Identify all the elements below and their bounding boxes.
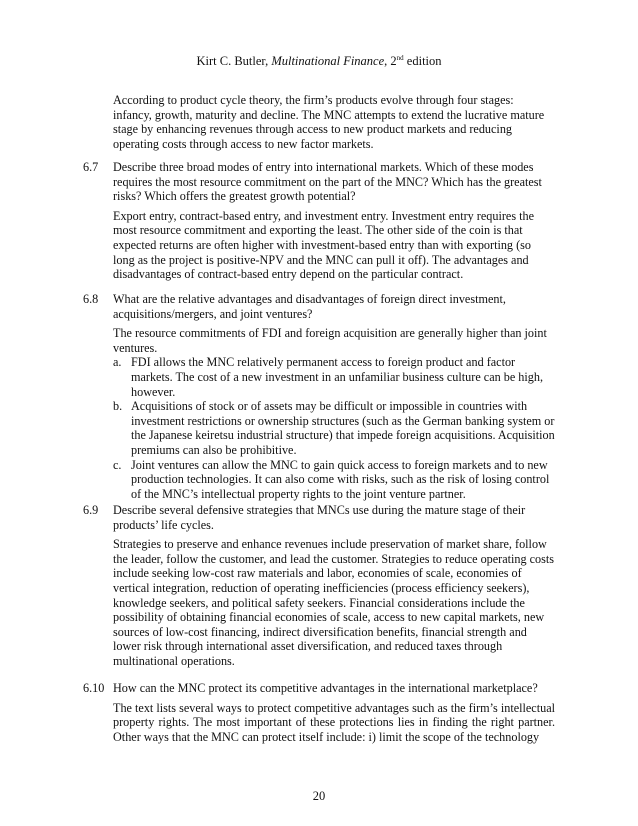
list-item-text: Acquisitions of stock or of assets may be difficult or impossible in countries with investment restrictions or ownership structures (such as the German banking system or the Japanese keiretsu industrial structure) that impede foreign acquisitions. Acquisition premiums can also be prohibitive.	[131, 399, 555, 457]
question-number: 6.8	[83, 292, 99, 306]
question-text: Describe several defensive strategies that MNCs use during the mature stage of their products’ life cycles.	[113, 503, 526, 532]
question-number: 6.7	[83, 160, 99, 174]
question-6-7	[83, 160, 555, 282]
question-text: Describe three broad modes of entry into international markets. Which of these modes requires the most resource commitment on the part of the MNC? Which has the greatest risks? Which offers the greatest growth potential?	[113, 160, 542, 204]
answer-text: The resource commitments of FDI and foreign acquisition are generally higher than joint ventures.	[113, 326, 547, 355]
list-item	[113, 355, 555, 399]
question-text: How can the MNC protect its competitive advantages in the international marketplace?	[113, 681, 538, 695]
answer-text: Strategies to preserve and enhance revenues include preservation of market share, follow the leader, follow the customer, and lead the customer. Strategies to reduce operating costs include seeking low-cost raw materials and labor, economies of scale, economies of vertical integration, reduction of operating inefficiencies (process efficiency seekers), knowledge seekers, and political safety seekers. Financial considerations include the possibility of obtaining financial economies of scale, access to new capital markets, new sources of low-cost financing, indirect diversification benefits, financial strength and lower risk through international asset diversification, and reduced taxes through multinational operations.	[113, 537, 555, 668]
question-text: What are the relative advantages and disadvantages of foreign direct investment, acquisitions/mergers, and joint ventures?	[113, 292, 506, 321]
question-6-10	[83, 681, 555, 744]
question-number: 6.9	[83, 503, 99, 517]
list-item-label: a.	[113, 355, 122, 370]
header-edition-prefix: , 2	[384, 54, 397, 68]
list-item	[113, 399, 555, 457]
list-item	[113, 458, 555, 502]
question-number: 6.10	[83, 681, 105, 695]
list-item-text: FDI allows the MNC relatively permanent access to foreign product and factor markets. The cost of a new investment in an unfamiliar business culture can be high, however.	[131, 355, 544, 399]
running-header	[0, 54, 638, 69]
list-item-label: c.	[113, 457, 122, 472]
header-book-title: Multinational Finance	[271, 54, 385, 68]
header-edition-superscript: nd	[396, 54, 404, 62]
intro-paragraph: According to product cycle theory, the firm’s products evolve through four stages: infancy, growth, maturity and decline. The MNC attempts to extend the lucrative mature stage by enhancing revenues through access to new product markets and reducing operating costs through access to new factor markets.	[113, 93, 545, 151]
question-6-8	[83, 292, 555, 501]
question-6-9	[83, 503, 555, 669]
intro-block	[83, 93, 555, 151]
page-number: 20	[312, 789, 326, 803]
list-item-label: b.	[113, 399, 123, 414]
header-edition-suffix: edition	[403, 54, 442, 68]
header-author: Kirt C. Butler,	[196, 54, 272, 68]
answer-text: Export entry, contract-based entry, and investment entry. Investment entry requires the most resource commitment and exporting the least. The other side of the coin is that expected returns are often higher with investment-based entry than with exporting (so long as the project is positive-NPV and the MNC can pull it off). The advantages and disadvantages of contract-based entry depend on the particular contract.	[113, 208, 534, 282]
answer-text: The text lists several ways to protect competitive advantages such as the firm’s intellectual property rights. The most important of these protections lies in finding the right partner. Other ways that the MNC can protect itself include: i) limit the scope of the technology	[113, 700, 555, 744]
list-item-text: Joint ventures can allow the MNC to gain quick access to foreign markets and to new production technologies. It can also come with risks, such as the risk of losing control of the MNC’s intellectual property rights to the joint venture partner.	[131, 457, 550, 501]
